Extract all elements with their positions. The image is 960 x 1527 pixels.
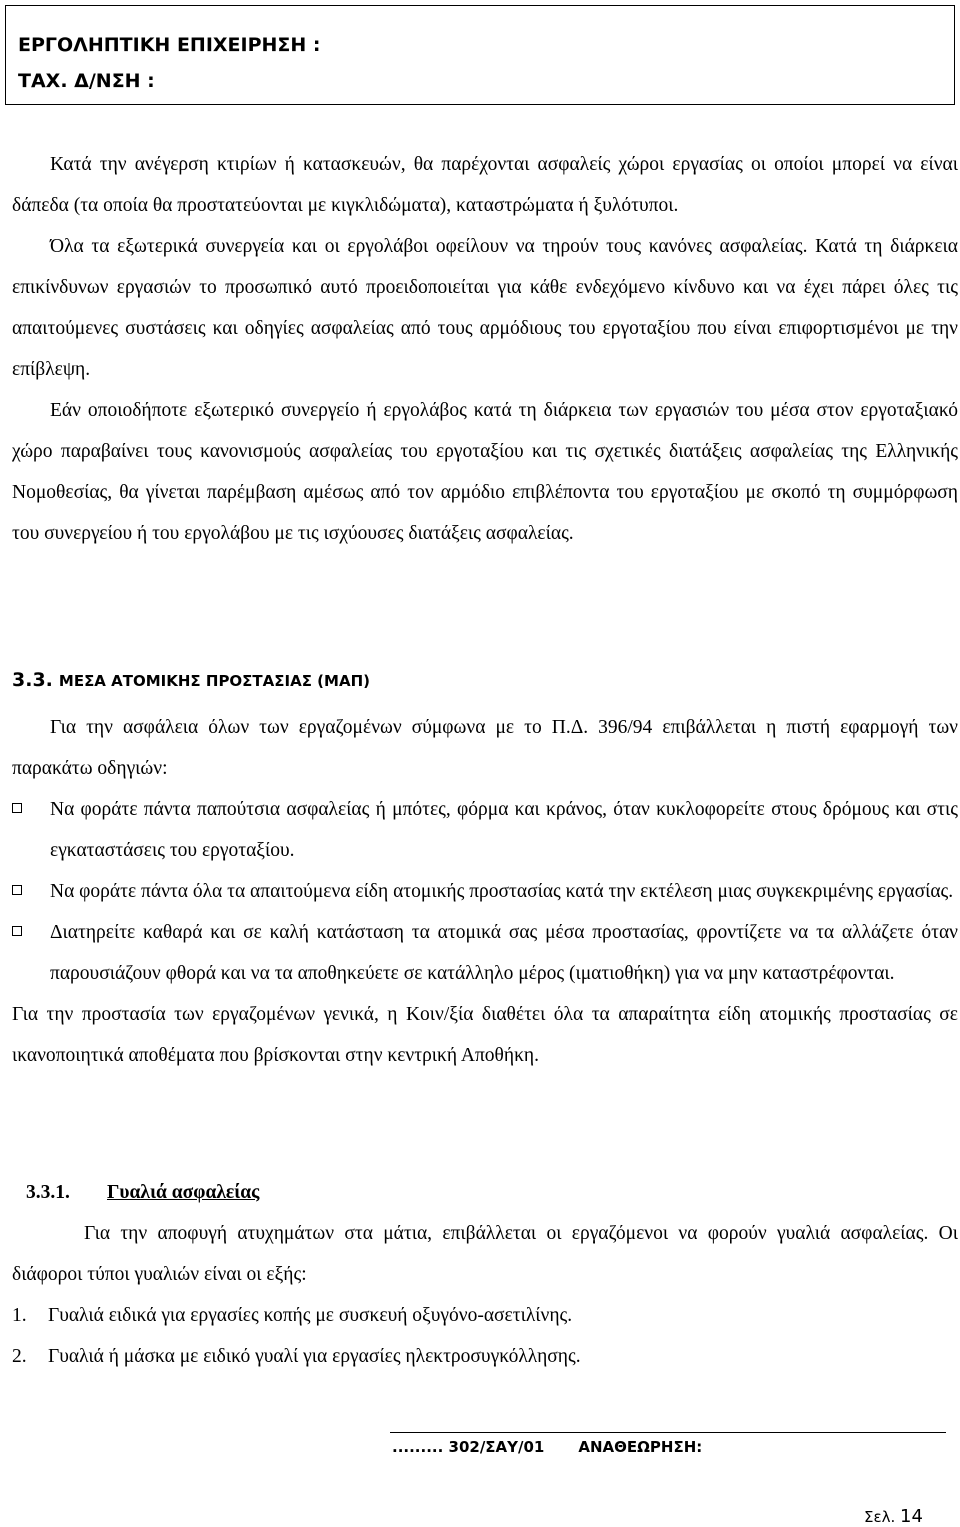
paragraph-work-areas: Κατά την ανέγερση κτιρίων ή κατασκευών, θα παρέχονται ασφαλείς χώροι εργασίας οι οποίοι μπορεί να είναι δάπεδα (τα οποία θα προστατεύονται με κιγκλιδώματα), καταστρώματα ή ξυλότυποι. — [12, 154, 958, 216]
section-number: 3.3. — [12, 669, 53, 691]
list-number: 2. — [12, 1346, 27, 1367]
checkbox-bullet-icon — [12, 926, 22, 936]
company-label: ΕΡΓΟΛΗΠΤΙΚΗ ΕΠΙΧΕΙΡΗΣΗ : — [18, 34, 321, 56]
footer — [392, 1438, 702, 1456]
page-number — [864, 1506, 923, 1527]
document-code: ......... 302/ΣΑΥ/01 — [392, 1438, 545, 1456]
list-item-text: Διατηρείτε καθαρά και σε καλή κατάσταση τα ατομικά σας μέσα προστασίας, φροντίζετε να τα αλλάζετε όταν παρουσιάζουν φθορά και να τα αποθηκεύετε σε κατάλληλο μέρος (ιματιοθήκη) για να μην καταστρέφονται. — [50, 922, 958, 984]
list-item — [12, 789, 958, 871]
list-item-text: Να φοράτε πάντα όλα τα απαιτούμενα είδη ατομικής προστασίας κατά την εκτέλεση μιας συγκεκριμένης εργασίας. — [50, 881, 954, 902]
section-ppe — [12, 660, 958, 1076]
section-heading — [12, 660, 958, 702]
ppe-outro: Για την προστασία των εργαζομένων γενικά, η Κοιν/ξία διαθέτει όλα τα απαραίτητα είδη ατομικής προστασίας σε ικανοποιητικά αποθέματα που βρίσκονται στην κεντρική Αποθήκη. — [12, 1004, 958, 1066]
page-number-value: 14 — [900, 1506, 923, 1527]
list-item-text: Γυαλιά ειδικά για εργασίες κοπής με συσκευή οξυγόνο-ασετιλίνης. — [48, 1305, 573, 1326]
document-body — [12, 144, 958, 554]
list-item — [12, 1295, 958, 1336]
list-item-text: Γυαλιά ή μάσκα με ειδικό γυαλί για εργασίες ηλεκτροσυγκόλλησης. — [48, 1346, 581, 1367]
page-label: Σελ. — [864, 1508, 896, 1526]
footer-divider — [390, 1432, 946, 1433]
paragraph-violations: Εάν οποιοδήποτε εξωτερικό συνεργείο ή εργολάβος κατά τη διάρκεια των εργασιών του μέσα στον εργοταξιακό χώρο παραβαίνει τους κανονισμούς ασφαλείας του εργοταξίου και τις σχετικές διατάξεις ασφαλείας της Ελληνικής Νομοθεσίας, θα γίνεται παρέμβαση αμέσως από τον αρμόδιο επιβλέποντα του εργοταξίου με σκοπό τη συμμόρφωση του συνεργείου ή του εργολάβου με τις ισχύουσες διατάξεις ασφαλείας. — [12, 400, 958, 544]
subsection-heading — [12, 1172, 958, 1213]
section-title: ΜΕΣΑ ΑΤΟΜΙΚΗΣ ΠΡΟΣΤΑΣΙΑΣ (ΜΑΠ) — [58, 672, 370, 690]
subsection-number: 3.3.1. — [26, 1182, 70, 1203]
address-label: ΤΑΧ. Δ/ΝΣΗ : — [18, 70, 155, 92]
header-box — [5, 5, 955, 105]
section-safety-glasses — [12, 1172, 958, 1377]
list-number: 1. — [12, 1305, 27, 1326]
list-item — [12, 871, 958, 912]
checkbox-bullet-icon — [12, 803, 22, 813]
paragraph-contractors: Όλα τα εξωτερικά συνεργεία και οι εργολάβοι οφείλουν να τηρούν τους κανόνες ασφαλείας. Κατά τη διάρκεια επικίνδυνων εργασιών το προσωπικό αυτό προειδοποιείται για κάθε ενδεχόμενο κίνδυνο και να έχει πάρει όλες τις απαιτούμενες συστάσεις και οδηγίες ασφαλείας από τους αρμόδιους του εργοταξίου που είναι επιφορτισμένοι με την επίβλεψη. — [12, 236, 958, 380]
list-item-text: Να φοράτε πάντα παπούτσια ασφαλείας ή μπότες, φόρμα και κράνος, όταν κυκλοφορείτε στους δρόμους και στις εγκαταστάσεις του εργοταξίου. — [50, 799, 958, 861]
ppe-intro: Για την ασφάλεια όλων των εργαζομένων σύμφωνα με το Π.Δ. 396/94 επιβάλλεται η πιστή εφαρμογή των παρακάτω οδηγιών: — [12, 717, 958, 779]
revision-label: ΑΝΑΘΕΩΡΗΣΗ: — [578, 1438, 703, 1456]
glasses-intro: Για την αποφυγή ατυχημάτων στα μάτια, επιβάλλεται οι εργαζόμενοι να φορούν γυαλιά ασφαλείας. Οι διάφοροι τύποι γυαλιών είναι οι εξής: — [12, 1223, 958, 1285]
checkbox-bullet-icon — [12, 885, 22, 895]
list-item — [12, 912, 958, 994]
list-item — [12, 1336, 958, 1377]
subsection-title: Γυαλιά ασφαλείας — [107, 1182, 260, 1203]
